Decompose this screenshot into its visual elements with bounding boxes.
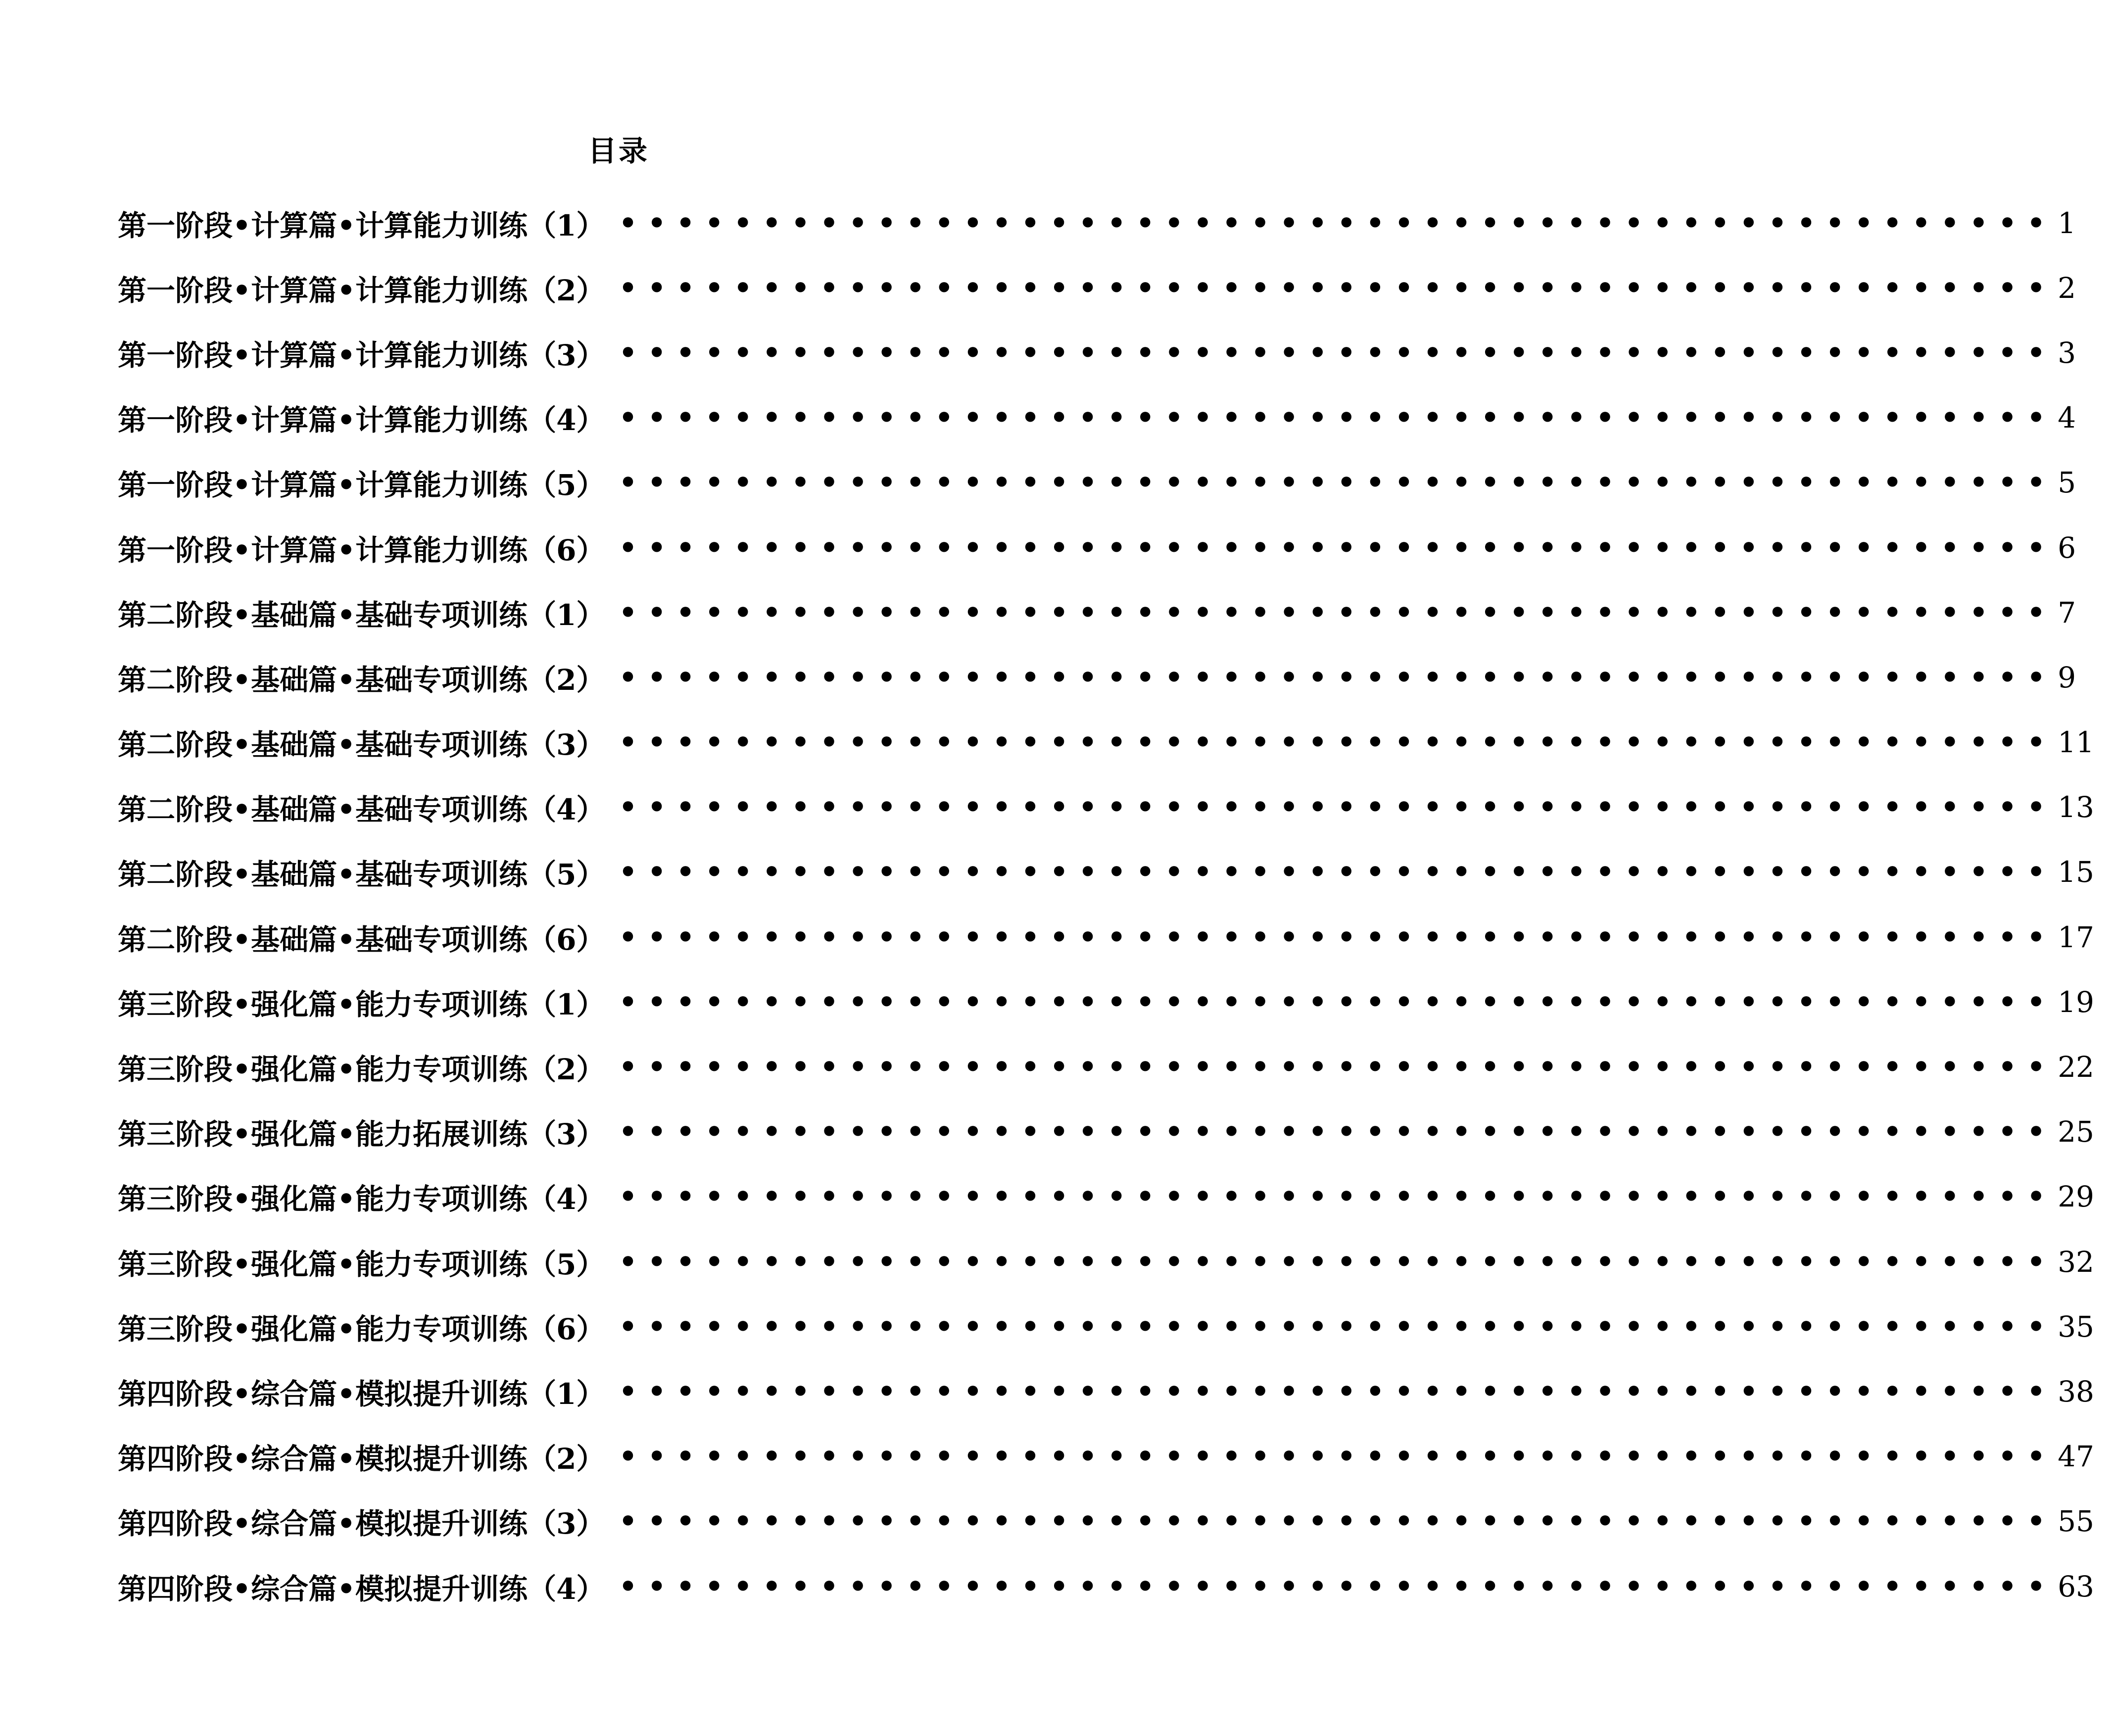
toc-page-number: 32 <box>2058 1245 2094 1279</box>
toc-entry-title: 第二阶段•基础篇•基础专项训练（2） <box>118 663 605 697</box>
toc-entry-title: 第二阶段•基础篇•基础专项训练（4） <box>118 793 605 827</box>
toc-entry[interactable] <box>118 1034 2094 1099</box>
toc-leader-dots: •••••••••••••••••••••••••••••••••••••••••••••••••• <box>619 790 2056 824</box>
toc-page-number: 1 <box>2058 206 2076 240</box>
toc-leader-dots: •••••••••••••••••••••••••••••••••••••••••••••••••• <box>619 725 2056 760</box>
toc-leader-dots: •••••••••••••••••••••••••••••••••••••••••••••••••• <box>619 466 2056 500</box>
toc-title: 目录 <box>587 134 649 168</box>
toc-entry[interactable] <box>118 1164 2094 1229</box>
toc-entry[interactable] <box>118 645 2076 710</box>
toc-page-number: 38 <box>2058 1374 2094 1408</box>
toc-entry-title: 第三阶段•强化篇•能力专项训练（5） <box>118 1247 605 1281</box>
toc-leader-dots: •••••••••••••••••••••••••••••••••••••••••••••••••• <box>619 401 2056 435</box>
toc-entry-title: 第三阶段•强化篇•能力拓展训练（3） <box>118 1117 605 1152</box>
toc-entry[interactable] <box>118 255 2076 320</box>
toc-entry[interactable] <box>118 1100 2094 1164</box>
toc-entry-title: 第四阶段•综合篇•模拟提升训练（3） <box>118 1507 605 1541</box>
toc-entry-title: 第一阶段•计算篇•计算能力训练（5） <box>118 468 605 502</box>
toc-entry-title: 第三阶段•强化篇•能力专项训练（4） <box>118 1182 605 1216</box>
toc-entry[interactable] <box>118 1294 2094 1359</box>
toc-entry[interactable] <box>118 1229 2094 1294</box>
toc-entry[interactable] <box>118 775 2094 840</box>
toc-leader-dots: •••••••••••••••••••••••••••••••••••••••••••••••••• <box>619 530 2056 565</box>
toc-entry-title: 第三阶段•强化篇•能力专项训练（2） <box>118 1053 605 1087</box>
toc-leader-dots: •••••••••••••••••••••••••••••••••••••••••••••••••• <box>619 1569 2056 1603</box>
toc-leader-dots: •••••••••••••••••••••••••••••••••••••••••••••••••• <box>619 206 2056 240</box>
toc-entry[interactable] <box>118 580 2076 645</box>
toc-page-number: 17 <box>2058 920 2094 954</box>
toc-leader-dots: •••••••••••••••••••••••••••••••••••••••••••••••••• <box>619 1050 2056 1084</box>
toc-page-number: 29 <box>2058 1180 2094 1214</box>
toc-page-number: 55 <box>2058 1504 2094 1539</box>
toc-leader-dots: •••••••••••••••••••••••••••••••••••••••••••••••••• <box>619 855 2056 889</box>
toc-leader-dots: •••••••••••••••••••••••••••••••••••••••••••••••••• <box>619 1309 2056 1344</box>
toc-list <box>118 191 2094 1619</box>
toc-leader-dots: •••••••••••••••••••••••••••••••••••••••••••••••••• <box>619 336 2056 370</box>
toc-entry[interactable] <box>118 969 2094 1034</box>
toc-leader-dots: •••••••••••••••••••••••••••••••••••••••••••••••••• <box>619 1115 2056 1149</box>
toc-page-number: 5 <box>2058 466 2076 500</box>
toc-entry[interactable] <box>118 450 2076 515</box>
toc-page-number: 13 <box>2058 790 2094 824</box>
toc-leader-dots: •••••••••••••••••••••••••••••••••••••••••••••••••• <box>619 1504 2056 1539</box>
toc-entry-title: 第二阶段•基础篇•基础专项训练（1） <box>118 598 605 632</box>
toc-page-number: 15 <box>2058 855 2094 889</box>
toc-entry-title: 第二阶段•基础篇•基础专项训练（5） <box>118 858 605 892</box>
toc-page-number: 11 <box>2058 725 2094 760</box>
toc-entry-title: 第一阶段•计算篇•计算能力训练（1） <box>118 208 605 242</box>
toc-page-number: 25 <box>2058 1115 2094 1149</box>
toc-entry[interactable] <box>118 191 2076 255</box>
toc-entry[interactable] <box>118 1359 2094 1424</box>
toc-leader-dots: •••••••••••••••••••••••••••••••••••••••••••••••••• <box>619 920 2056 954</box>
toc-entry[interactable] <box>118 840 2094 905</box>
toc-entry[interactable] <box>118 386 2076 450</box>
toc-leader-dots: •••••••••••••••••••••••••••••••••••••••••••••••••• <box>619 271 2056 305</box>
toc-entry[interactable] <box>118 515 2076 580</box>
toc-page-number: 6 <box>2058 530 2076 565</box>
toc-leader-dots: •••••••••••••••••••••••••••••••••••••••••••••••••• <box>619 1374 2056 1408</box>
toc-page-number: 2 <box>2058 271 2076 305</box>
toc-page-number: 7 <box>2058 595 2076 629</box>
toc-entry[interactable] <box>118 320 2076 385</box>
toc-leader-dots: •••••••••••••••••••••••••••••••••••••••••••••••••• <box>619 660 2056 694</box>
toc-leader-dots: •••••••••••••••••••••••••••••••••••••••••••••••••• <box>619 595 2056 629</box>
toc-page-number: 4 <box>2058 401 2076 435</box>
toc-entry[interactable] <box>118 905 2094 969</box>
toc-entry-title: 第四阶段•综合篇•模拟提升训练（1） <box>118 1377 605 1411</box>
toc-entry-title: 第二阶段•基础篇•基础专项训练（3） <box>118 728 605 762</box>
toc-leader-dots: •••••••••••••••••••••••••••••••••••••••••••••••••• <box>619 1440 2056 1474</box>
toc-entry-title: 第一阶段•计算篇•计算能力训练（2） <box>118 273 605 307</box>
toc-page-number: 19 <box>2058 985 2094 1019</box>
toc-entry[interactable] <box>118 1554 2094 1619</box>
toc-entry-title: 第四阶段•综合篇•模拟提升训练（2） <box>118 1442 605 1476</box>
toc-entry[interactable] <box>118 710 2094 775</box>
toc-leader-dots: •••••••••••••••••••••••••••••••••••••••••••••••••• <box>619 1245 2056 1279</box>
toc-page-number: 3 <box>2058 336 2076 370</box>
toc-page-number: 35 <box>2058 1309 2094 1344</box>
toc-entry-title: 第四阶段•综合篇•模拟提升训练（4） <box>118 1572 605 1606</box>
toc-page-number: 9 <box>2058 660 2076 694</box>
toc-leader-dots: •••••••••••••••••••••••••••••••••••••••••••••••••• <box>619 1180 2056 1214</box>
toc-page-number: 22 <box>2058 1050 2094 1084</box>
toc-entry[interactable] <box>118 1424 2094 1489</box>
toc-leader-dots: •••••••••••••••••••••••••••••••••••••••••••••••••• <box>619 985 2056 1019</box>
toc-page-number: 47 <box>2058 1440 2094 1474</box>
toc-page-number: 63 <box>2058 1569 2094 1603</box>
toc-entry-title: 第三阶段•强化篇•能力专项训练（6） <box>118 1312 605 1346</box>
toc-entry-title: 第三阶段•强化篇•能力专项训练（1） <box>118 987 605 1021</box>
toc-entry[interactable] <box>118 1489 2094 1554</box>
toc-entry-title: 第一阶段•计算篇•计算能力训练（4） <box>118 403 605 437</box>
toc-entry-title: 第一阶段•计算篇•计算能力训练（6） <box>118 533 605 567</box>
toc-entry-title: 第一阶段•计算篇•计算能力训练（3） <box>118 338 605 372</box>
toc-entry-title: 第二阶段•基础篇•基础专项训练（6） <box>118 922 605 957</box>
